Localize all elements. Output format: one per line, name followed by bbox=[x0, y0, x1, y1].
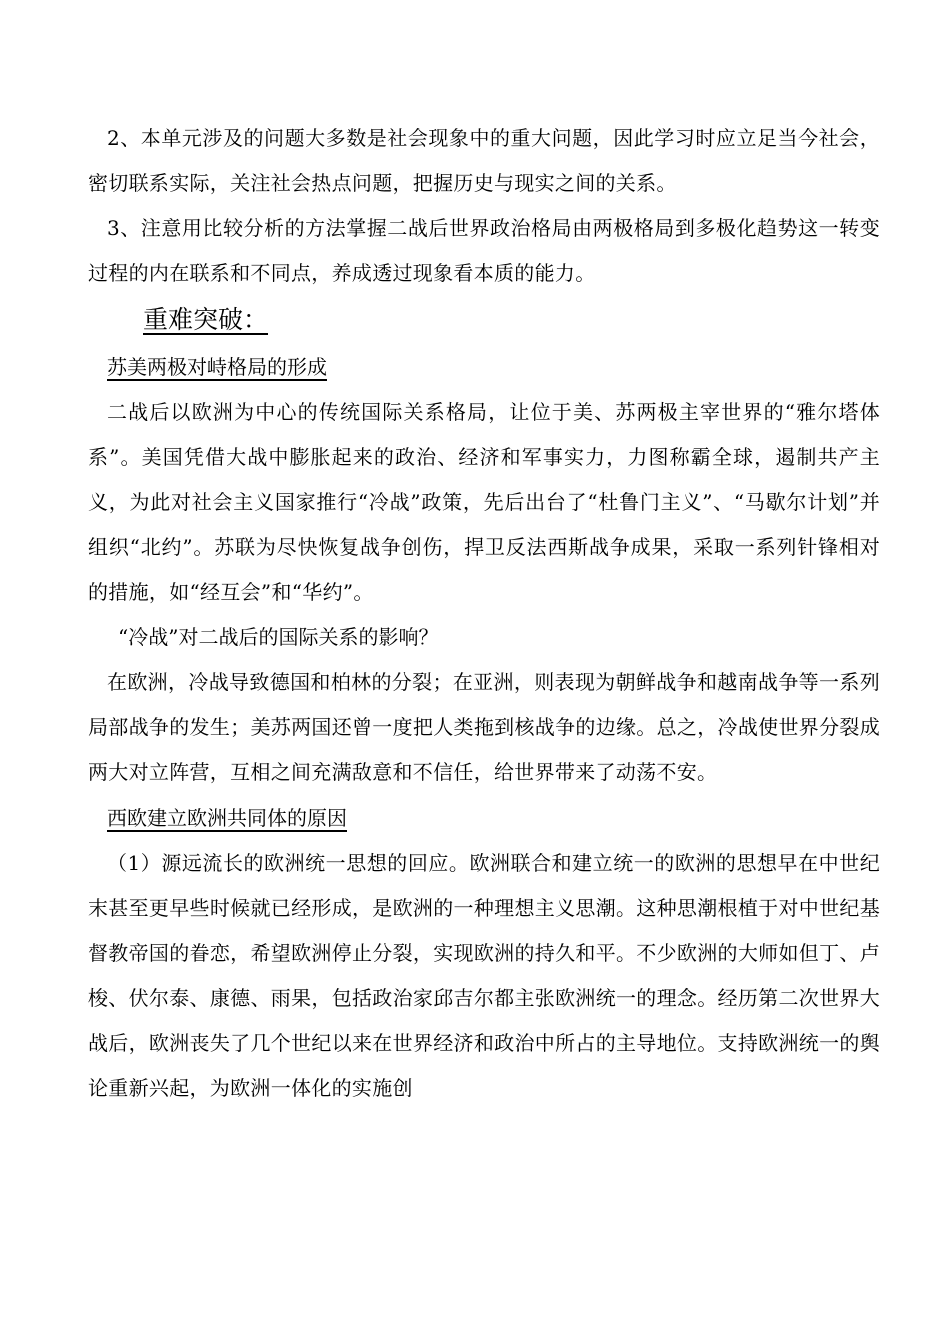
paragraph-point-2: 2、本单元涉及的问题大多数是社会现象中的重大问题，因此学习时应立足当今社会，密切联系实际，关注社会热点问题，把握历史与现实之间的关系。 bbox=[88, 126, 880, 195]
section-title bbox=[88, 296, 880, 344]
subheading-ec-text: 西欧建立欧洲共同体的原因 bbox=[107, 806, 347, 830]
paragraph-bipolar: 二战后以欧洲为中心的传统国际关系格局，让位于美、苏两极主宰世界的“雅尔塔体系”。美国凭借大战中膨胀起来的政治、经济和军事实力，力图称霸全球，遏制共产主义，为此对社会主义国家推行“冷战”政策，先后出台了“杜鲁门主义”、“马歇尔计划”并组织“北约”。苏联为尽快恢复战争创伤，捍卫反法西斯战争成果，采取一系列针锋相对的措施，如“经互会”和“华约”。 bbox=[88, 400, 880, 604]
document-page bbox=[88, 116, 880, 1111]
subheading-bipolar bbox=[88, 344, 880, 390]
paragraph-ec-reason-1: （1）源远流长的欧洲统一思想的回应。欧洲联合和建立统一的欧洲的思想早在中世纪末甚至更早些时候就已经形成，是欧洲的一种理想主义思潮。这种思潮根植于对中世纪基督教帝国的眷恋，希望欧洲停止分裂，实现欧洲的持久和平。不少欧洲的大师如但丁、卢梭、伏尔泰、康德、雨果，包括政治家邱吉尔都主张欧洲统一的理念。经历第二次世界大战后，欧洲丧失了几个世纪以来在世界经济和政治中所占的主导地位。支持欧洲统一的舆论重新兴起，为欧洲一体化的实施创 bbox=[88, 851, 880, 1100]
paragraph-cold-war-impact: 在欧洲，冷战导致德国和柏林的分裂；在亚洲，则表现为朝鲜战争和越南战争等一系列局部战争的发生；美苏两国还曾一度把人类拖到核战争的边缘。总之，冷战使世界分裂成两大对立阵营，互相之间充满敌意和不信任，给世界带来了动荡不安。 bbox=[88, 670, 880, 784]
paragraph-point-3: 3、注意用比较分析的方法掌握二战后世界政治格局由两极格局到多极化趋势这一转变过程的内在联系和不同点，养成透过现象看本质的能力。 bbox=[88, 216, 880, 285]
subheading-ec bbox=[88, 795, 880, 841]
section-title-text: 重难突破： bbox=[143, 305, 269, 334]
subheading-bipolar-text: 苏美两极对峙格局的形成 bbox=[107, 355, 327, 379]
question-cold-war: “冷战”对二战后的国际关系的影响？ bbox=[118, 625, 439, 649]
